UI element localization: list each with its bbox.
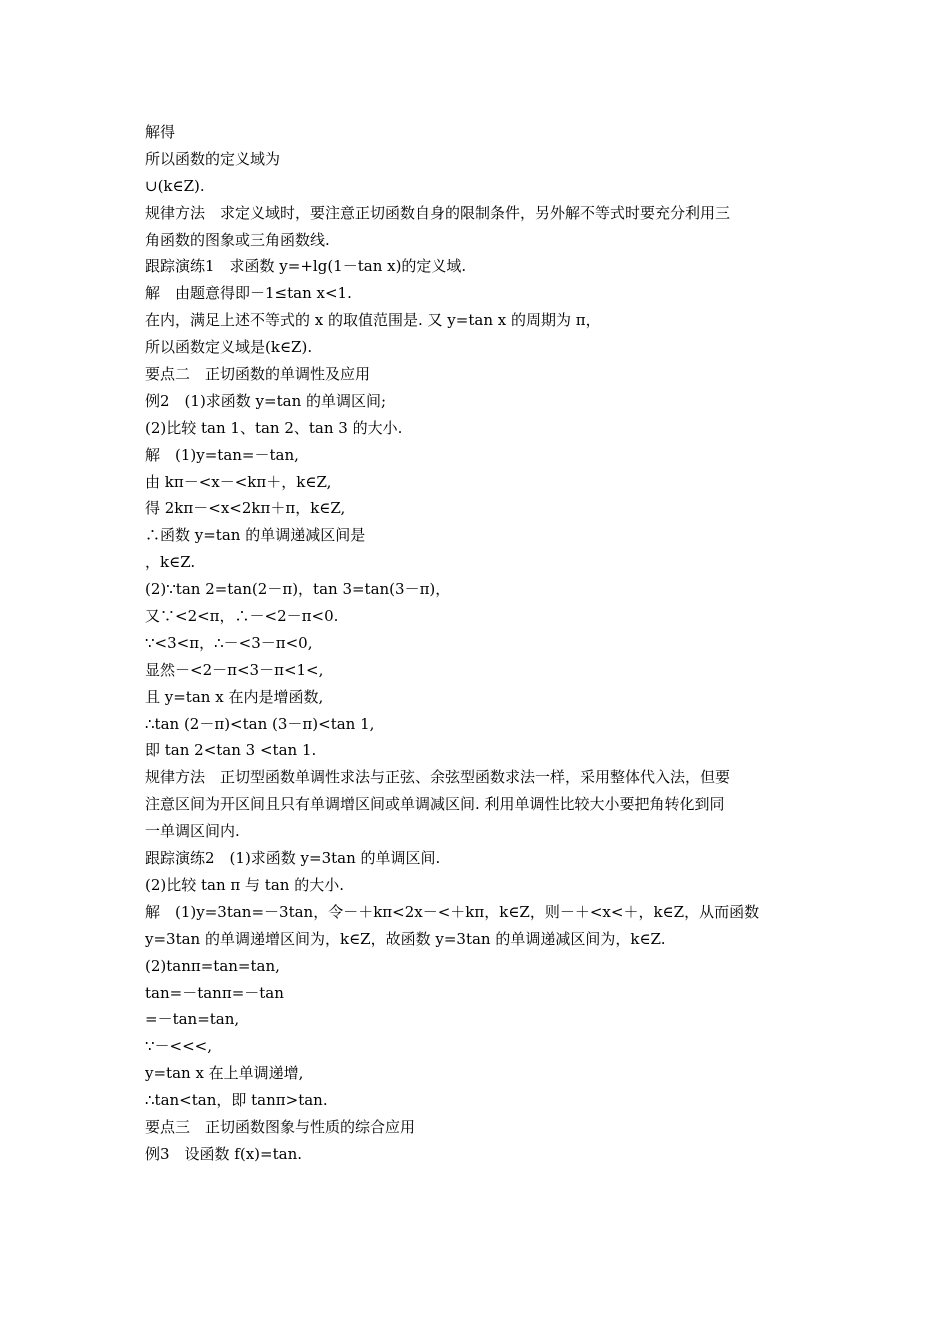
text-line: 所以函数的定义域为 (145, 149, 281, 168)
text-line: =－tan=tan, (145, 1010, 240, 1029)
text-line: 解 (1)y=3tan=－3tan，令－＋kπ<2x－<＋kπ，k∈Z，则－＋<x<＋，k∈Z，从而函数 (145, 902, 760, 921)
text-line: ∪(k∈Z). (145, 176, 205, 195)
text-line: ∵－<<<, (145, 1037, 213, 1056)
text-line: 显然－<2－π<3－π<1<, (145, 660, 324, 679)
text-line: 例2 (1)求函数 y=tan 的单调区间; (145, 391, 387, 410)
text-line: 解 由题意得即－1≤tan x<1. (145, 284, 352, 303)
text-line: 在内，满足上述不等式的 x 的取值范围是. 又 y=tan x 的周期为 π， (145, 311, 601, 330)
text-line: y=tan x 在上单调递增, (145, 1064, 304, 1083)
section-heading: 要点三 正切函数图象与性质的综合应用 (145, 1117, 416, 1136)
text-line: ∵<3<π，∴－<3－π<0, (145, 633, 313, 652)
text-line: 且 y=tan x 在内是增函数, (145, 687, 324, 706)
text-line: 规律方法 求定义域时，要注意正切函数自身的限制条件，另外解不等式时要充分利用三 (145, 203, 731, 222)
section-heading: 要点二 正切函数的单调性及应用 (145, 365, 371, 384)
text-line: (2)tanπ=tan=tan, (145, 956, 280, 975)
text-line: 注意区间为开区间且只有单调增区间或单调减区间. 利用单调性比较大小要把角转化到同 (145, 795, 725, 814)
text-line: 又∵<2<π，∴－<2－π<0. (145, 607, 339, 626)
text-line: 例3 设函数 f(x)=tan. (145, 1144, 302, 1163)
text-line: 规律方法 正切型函数单调性求法与正弦、余弦型函数求法一样，采用整体代入法，但要 (145, 768, 731, 787)
text-line: (2)比较 tan π 与 tan 的大小. (145, 875, 344, 894)
text-line: (2)比较 tan 1、tan 2、tan 3 的大小. (145, 418, 403, 437)
text-line: 解 (1)y=tan=－tan, (145, 445, 299, 464)
text-line: tan=－tanπ=－tan (145, 983, 284, 1002)
text-line: 一单调区间内. (145, 822, 240, 841)
text-line: 所以函数定义域是(k∈Z). (145, 338, 313, 357)
text-line: 由 kπ－<x－<kπ＋，k∈Z, (145, 472, 332, 491)
text-line: ∴tan (2－π)<tan (3－π)<tan 1, (145, 714, 375, 733)
text-line: 解得 (145, 123, 176, 141)
text-line: 角函数的图象或三角函数线. (145, 230, 330, 249)
text-line: ∴tan<tan，即 tanπ>tan. (145, 1091, 328, 1110)
text-line: 得 2kπ－<x<2kπ＋π，k∈Z, (145, 499, 346, 518)
text-line: ，k∈Z. (145, 553, 196, 572)
text-line: (2)∵tan 2=tan(2－π)，tan 3=tan(3－π)， (145, 580, 451, 599)
text-line: 跟踪演练2 (1)求函数 y=3tan 的单调区间. (145, 849, 441, 868)
text-line: 即 tan 2<tan 3 <tan 1. (145, 741, 317, 760)
text-line: y=3tan 的单调递增区间为，k∈Z，故函数 y=3tan 的单调递减区间为，k∈Z. (145, 929, 666, 948)
text-line: 跟踪演练1 求函数 y=+lg(1－tan x)的定义域. (145, 257, 467, 276)
text-line: ∴函数 y=tan 的单调递减区间是 (145, 526, 366, 545)
document-body (145, 119, 810, 1168)
